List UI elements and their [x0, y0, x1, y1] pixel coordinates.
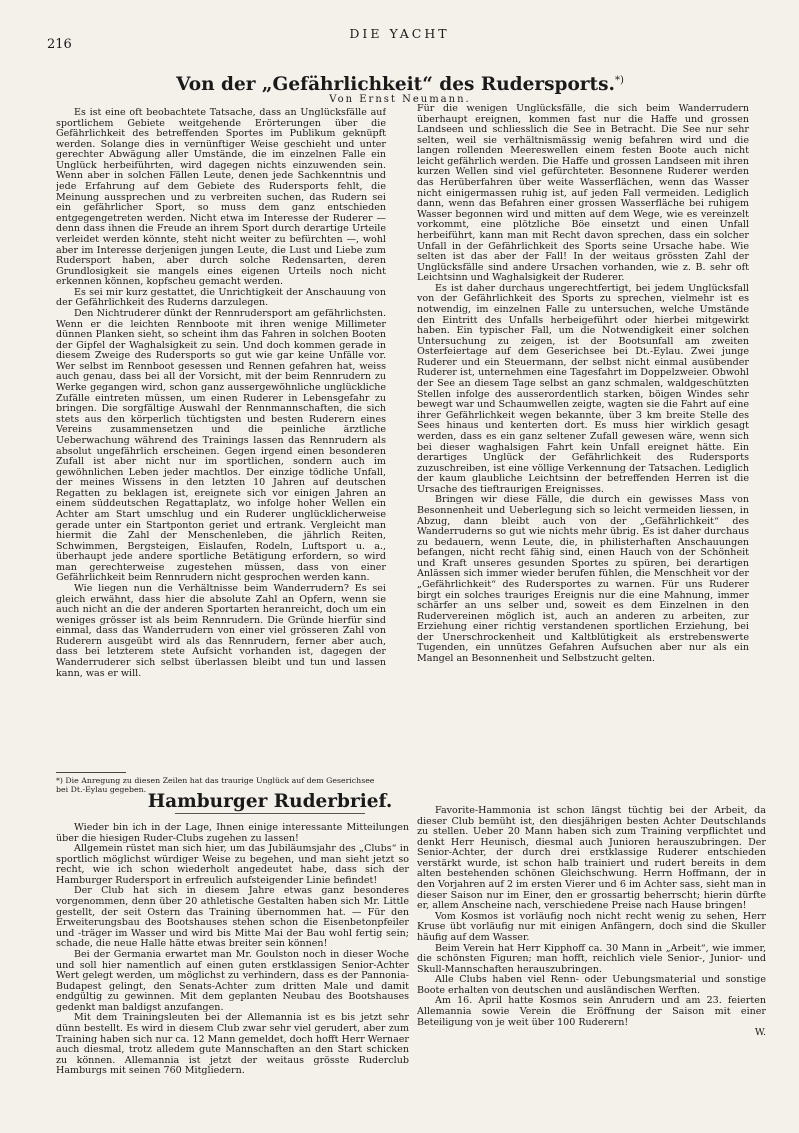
second-article-title: Hamburger Ruderbrief.	[100, 791, 440, 814]
paragraph: Mit dem Trainingsleuten bei der Allemannia ist es bis jetzt sehr dünn bestellt. Es wird in diesem Club zwar sehr viel gerudert, aber zum Training haben sich nur ca. 12 Mann gemeldet, doch hofft Herr Wernaer auch diesmal, trotz alledem gute Mannschaften an den Start schicken zu können. Allemannia ist jetzt der weitaus grösste Ruderclub Hamburgs mit seinen 760 Mitgliedern.	[56, 1012, 409, 1077]
running-head: DIE YACHT	[349, 26, 450, 41]
article-byline: Von Ernst Neumann.	[329, 94, 471, 105]
paragraph: Es ist daher durchaus ungerechtfertigt, bei jedem Unglücksfall von der Gefährlichkeit des Sports zu sprechen, vielmehr ist es notwendig, im einzelnen Falle zu untersuchen, welche Umstände den Eintritt des Unfalls herbeigeführt oder hierbei mitgewirkt haben. Ein typischer Fall, um die Notwendigkeit einer solchen Untersuchung zu zeigen, ist der Bootsunfall am zweiten Osterfeiertage auf dem Geserichsee bei Dt.-Eylau. Zwei junge Ruderer und ein Steuermann, der selbst nicht einmal ausübender Ruderer ist, unternehmen eine Tagesfahrt im Doppelzweier. Obwohl der See an diesem Tage selbst an ganz schmalen, waldgeschützten Stellen infolge des ausserordentlich starken, böigen Windes sehr bewegt war und Schaumwellen zeigte, wagten sie die Fahrt auf eine ihrer Gefährlichkeit wegen bekannte, über 3 km breite Stelle des Sees hinaus und kenterten dort. Es muss hier wirklich gesagt werden, dass es ein ganz seltener Zufall gewesen wäre, wenn sich bei dieser waghalsigen Fahrt kein Unfall ereignet hätte. Ein derartiges Unglück der Gefährlichkeit des Rudersports zuzuschreiben, ist eine völlige Verkennung der Tatsachen. Lediglich der kaum glaubliche Leichtsinn der betreffenden Herren ist die Ursache des tieftraurigen Ereignisses.	[417, 282, 749, 495]
paragraph: Bei der Germania erwartet man Mr. Goulston noch in dieser Woche und soll hier namentlich auf einen guten erstklassigen Senior-Achter Wert gelegt werden, um möglichst zu verhindern, dass es der Pannonia-Budapest gelingt, den Senats-Achter zum dritten Male und damit endgültig zu gewinnen. Mit dem geplanten Neubau des Bootshauses gedenkt man baldigst anzufangen.	[56, 948, 409, 1013]
article-title-text: Von der „Gefährlichkeit“ des Rudersports.	[176, 74, 615, 95]
second-article-left-column	[56, 823, 409, 1085]
paragraph: Bringen wir diese Fälle, die durch ein gewisses Mass von Besonnenheit und Ueberlegung sich so leicht vermeiden liessen, in Abzug, dann bleibt auch von der „Gefährlichkeit“ des Wanderruderns so gut wie nichts mehr übrig. Es ist daher durchaus zu bedauern, wenn Leute, die, in philisterhaften Anschauungen befangen, nicht recht fähig sind, einen Hauch von der Schönheit und Kraft unseres gesunden Sportes zu spüren, bei derartigen Anlässen sich immer wieder berufen fühlen, die Menschheit vor der „Gefährlichkeit“ des Rudersportes zu warnen. Für uns Ruderer birgt ein solches trauriges Ereignis nur die eine Mahnung, immer schärfer an uns selber und, soweit es dem Einzelnen in den Rudervereinen möglich ist, auch an anderen zu arbeiten, zur Erziehung einer richtig verstandenen sportlichen Erziehung, bei der Unerschrockenheit und Kaltblütigkeit als erstrebenswerte Tugenden, ein unnützes Gefahren Aufsuchen aber nur als ein Mangel an Besonnenheit und Selbstzucht gelten.	[417, 494, 749, 665]
article-right-column	[417, 104, 749, 763]
page-number: 216	[47, 37, 72, 52]
article-title	[140, 74, 660, 95]
paragraph: Wie liegen nun die Verhältnisse beim Wanderrudern? Es sei gleich erwähnt, dass hier die absolute Zahl an Opfern, wenn sie auch nicht an die der anderen Sportarten heranreicht, doch um ein weniges grösser ist als beim Rennrudern. Die Gründe hierfür sind einmal, dass das Wanderrudern von einer viel grösseren Zahl von Ruderern ausgeübt wird als das Rennrudern, ferner aber auch, dass bei letzterem stete Aufsicht vorhanden ist, dagegen der Wanderruderer sich selbst überlassen bleibt und tun und lassen kann, was er will.	[56, 583, 386, 679]
paragraph: Allgemein rüstet man sich hier, um das Jubiläumsjahr des „Clubs“ in sportlich möglichst würdiger Weise zu begehen, und man sieht jetzt so recht, wie ich schon wiederholt angedeutet habe, dass sich der Hamburger Rudersport in erfreulich aufsteigender Linie befindet!	[56, 843, 409, 886]
author-signature: W.	[754, 1027, 766, 1039]
paragraph: Es sei mir kurz gestattet, die Unrichtigkeit der Anschauung von der Gefährlichkeit des Ruderns darzulegen.	[56, 286, 386, 309]
paragraph: Es ist eine oft beobachtete Tatsache, dass an Unglücksfälle auf sportlichem Gebiete weitgehende Erörterungen über die Gefährlichkeit des betreffenden Sportes im Publikum geknüpft werden. Solange dies in vernünftiger Weise geschieht und unter gerechter Abwägung aller Umstände, die im einzelnen Falle ein Unglück herbeiführten, wird dagegen nichts einzuwenden sein. Wenn aber in solchen Fällen Leute, denen jede Sachkenntnis und jede Erfahrung auf dem Gebiete des Rudersports fehlt, die Meinung aussprechen und zu verbreiten suchen, das Rudern sei ein gefährlicher Sport, so muss dem ganz entschieden entgegengetreten werden. Nicht etwa im Interesse der Ruderer — denn dass ihnen die Freude an ihrem Sport durch derartige Urteile verleidet werden könnte, steht nicht weiter zu befürchten —, wohl aber im Interesse derjenigen jungen Leute, die Lust und Liebe zum Rudersport haben, aber durch solche Redensarten, deren Grundlosigkeit sie mangels eines eigenen Urteils noch nicht erkennen können, kopfscheu gemacht werden.	[56, 108, 386, 288]
paragraph: Vom Kosmos ist vorläufig noch nicht recht wenig zu sehen, Herr Kruse übt vorläufig nur mit einigen Anfängern, doch sind die Skuller häufig auf dem Wasser.	[417, 910, 766, 943]
paragraph: Favorite-Hammonia ist schon längst tüchtig bei der Arbeit, da dieser Club bemüht ist, den diesjährigen besten Achter Deutschlands zu stellen. Ueber 20 Mann haben sich zum Training verpflichtet und denkt Herr Heunisch, diesmal auch Junioren herauszubringen. Der Senior-Achter, der durch drei erstklassige Ruderer entschieden verstärkt wurde, ist schon halb trainiert und rudert bereits in dem alten bestehenden schönen Gleichschwung. Herrn Hoffmann, der in den Vorjahren auf 2 im ersten Vierer und 6 im Achter sass, sieht man in dieser Saison nur im Einer, den er grossartig beherrscht; hierin dürfte er, allem Anscheine nach, verschiedene Preise nach Hause bringen!	[417, 806, 766, 912]
footnote-divider	[56, 772, 126, 773]
footnote: *) Die Anregung zu diesen Zeilen hat das traurige Unglück auf dem Geserichsee bei Dt.-Eylau gegeben.	[56, 776, 375, 794]
paragraph: Für die wenigen Unglücksfälle, die sich beim Wanderrudern überhaupt ereignen, kommen fast nur die Haffe und grossen Landseen und schliesslich die See in Betracht. Die See nur sehr selten, weil sie verhältnismässig wenig befahren wird und die langen rollenden Meereswellen einem festen Boote auch nicht leicht gefährlich werden. Die Haffe und grossen Landseen mit ihren kurzen Wellen sind viel gefürchteter. Besonnene Ruderer werden das Herüberfahren über weite Wasserflächen, wenn das Wasser nicht einigermassen ruhig ist, auf jeden Fall vermeiden. Lediglich dann, wenn das Befahren einer grossen Wasserfläche bei ruhigem Wasser begonnen wird und mitten auf dem Wege, wie es vereinzelt vorkommt, eine plötzliche Böe einsetzt und einen Unfall herbeiführt, kann man mit Recht davon sprechen, dass ein solcher Unfall in der Gefährlichkeit des Sports seine Ursache habe. Wie selten ist das aber der Fall! In der weitaus grössten Zahl der Unglücksfälle sind andere Ursachen vorhanden, wie z. B. sehr oft Leichtsinn und Waghalsigkeit der Ruderer.	[417, 104, 749, 284]
paragraph: Am 16. April hatte Kosmos sein Anrudern und am 23. feierten Allemannia sowie Verein die Eröffnung der Saison mit einer Beteiligung von je weit über 100 Ruderern!	[417, 995, 766, 1028]
paragraph: Wieder bin ich in der Lage, Ihnen einige interessante Mitteilungen über die hiesigen Ruder-Clubs zugehen zu lassen!	[56, 823, 409, 844]
paragraph: Der Club hat sich in diesem Jahre etwas ganz besonderes vorgenommen, denn über 20 athletische Gestalten haben sich Mr. Little gestellt, der seit Ostern das Training übernommen hat. — Für den Erweiterungsbau des Bootshauses stehen schon die Eisenbetonpfeiler und -träger im Wasser und wird bis Mitte Mai der Bau wohl fertig sein; schade, die neue Halle hätte etwas breiter sein können!	[56, 885, 409, 950]
footnote-marker: *)	[614, 74, 624, 86]
paragraph: Alle Clubs haben viel Renn- oder Uebungsmaterial und sonstige Boote erhalten von deutschen und ausländischen Werften.	[417, 974, 766, 996]
article-left-column	[56, 108, 386, 763]
paragraph: Den Nichtruderer dünkt der Rennrudersport am gefährlichsten. Wenn er die leichten Rennboote mit ihren wenige Millimeter dünnen Planken sieht, so scheint ihm das Fahren in solchen Booten der Gipfel der Waghalsigkeit zu sein. Und doch kommen gerade in diesem Zweige des Rudersports so gut wie gar keine Unfälle vor. Wer selbst im Rennboot gesessen und Rennen gefahren hat, weiss auch genau, dass bei all der Vorsicht, mit der beim Rennrudern zu Werke gegangen wird, schon ganz aussergewöhnliche unglückliche Zufälle eintreten müssen, um einen Ruderer in Lebensgefahr zu bringen. Die sorgfältige Auswahl der Rennmannschaften, die sich stets aus den körperlich tüchtigsten und besten Ruderern eines Vereins zusammensetzen und die peinliche ärztliche Ueberwachung während des Trainings lassen das Rennrudern als absolut ungefährlich erscheinen. Gegen irgend einen besonderen Zufall ist aber nicht nur im sportlichen, sondern auch im gewöhnlichen Leben jeder machtlos. Der einzige tödliche Unfall, der meines Wissens in den letzten 10 Jahren auf deutschen Regatten zu beklagen ist, ereignete sich vor einigen Jahren an einem süddeutschen Regattaplatz, wo infolge hoher Wellen ein Achter am Start umschlug und ein Ruderer unglücklicherweise gerade unter ein Startponton geriet und ertrank. Vergleicht man hiermit die Zahl der Menschenleben, die jährlich Reiten, Schwimmen, Bergsteigen, Eislaufen, Rodeln, Luftsport u. a., überhaupt jede andere sportliche Betätigung erfordern, so wird man gerechterweise zugestehen müssen, dass von einer Gefährlichkeit beim Rennrudern nicht gesprochen werden kann.	[56, 307, 386, 584]
second-article-right-column	[417, 806, 766, 1076]
paragraph: Beim Verein hat Herr Kipphoff ca. 30 Mann in „Arbeit“, wie immer, die schönsten Figuren; man hofft, reichlich viele Senior-, Junior- und Skull-Mannschaften herauszubringen.	[417, 942, 766, 975]
